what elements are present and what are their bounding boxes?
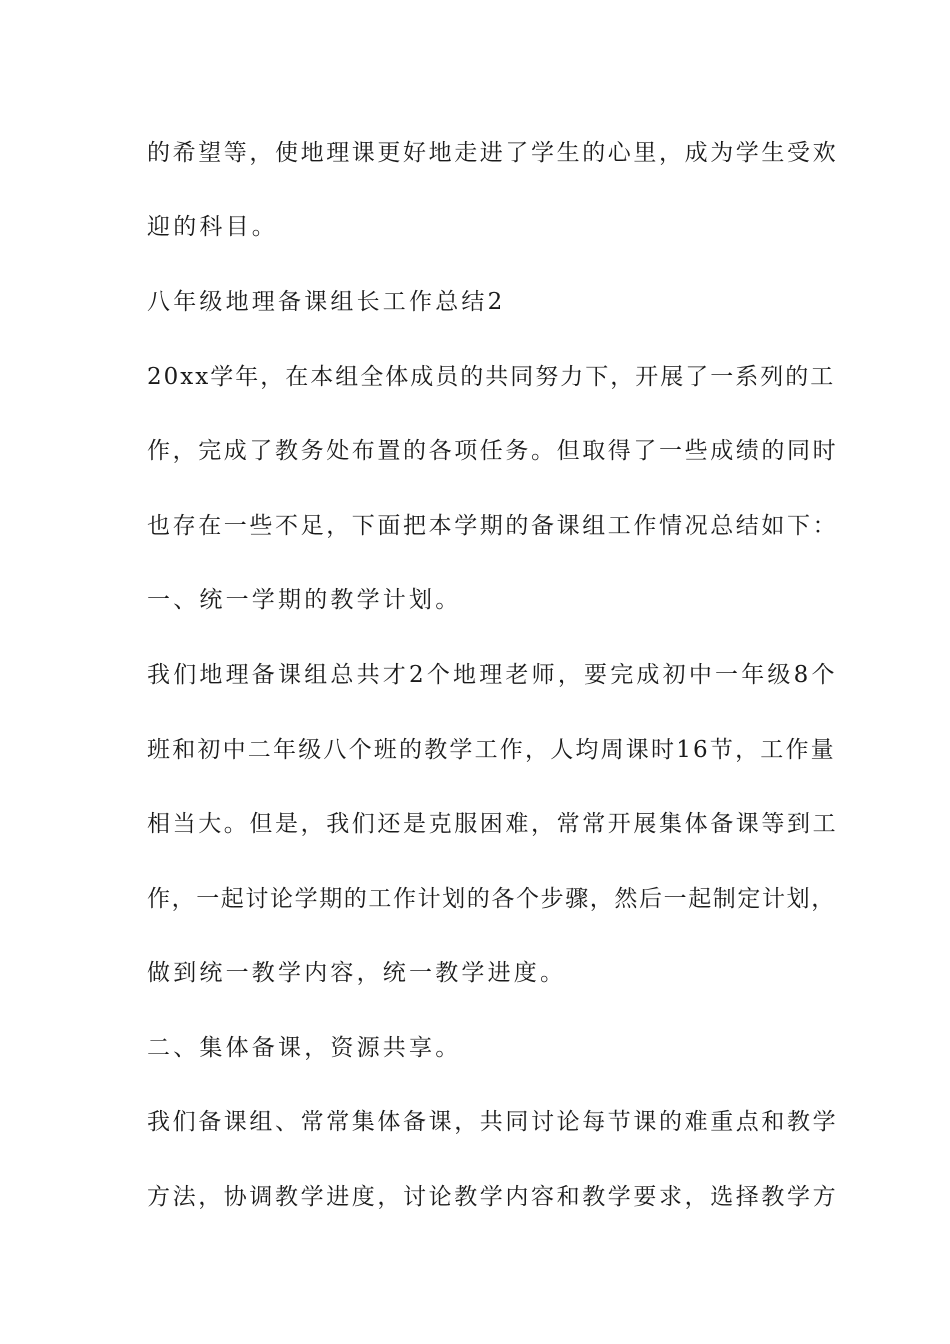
paragraph-line: 也存在一些不足，下面把本学期的备课组工作情况总结如下：	[147, 513, 839, 539]
subheading: 二、集体备课，资源共享。	[147, 1035, 462, 1061]
paragraph-line: 的希望等，使地理课更好地走进了学生的心里，成为学生受欢	[147, 140, 839, 166]
paragraph-line: 20xx学年，在本组全体成员的共同努力下，开展了一系列的工	[147, 364, 836, 390]
subheading: 一、统一学期的教学计划。	[147, 587, 462, 613]
paragraph-line: 做到统一教学内容，统一教学进度。	[147, 960, 567, 986]
paragraph-line: 相当大。但是，我们还是克服困难，常常开展集体备课等到工	[147, 811, 839, 837]
section-heading: 八年级地理备课组长工作总结2	[147, 289, 506, 315]
paragraph-line: 迎的科目。	[147, 214, 278, 240]
paragraph-line: 我们地理备课组总共才2个地理老师，要完成初中一年级8个	[147, 662, 838, 688]
paragraph-line: 我们备课组、常常集体备课，共同讨论每节课的难重点和教学	[147, 1109, 839, 1135]
paragraph-line: 方法，协调教学进度，讨论教学内容和教学要求，选择教学方	[147, 1184, 839, 1210]
paragraph-line: 作，完成了教务处布置的各项任务。但取得了一些成绩的同时	[147, 438, 839, 464]
paragraph-line: 班和初中二年级八个班的教学工作，人均周课时16节，工作量	[147, 737, 836, 763]
paragraph-line: 作，一起讨论学期的工作计划的各个步骤，然后一起制定计划，	[147, 886, 836, 912]
